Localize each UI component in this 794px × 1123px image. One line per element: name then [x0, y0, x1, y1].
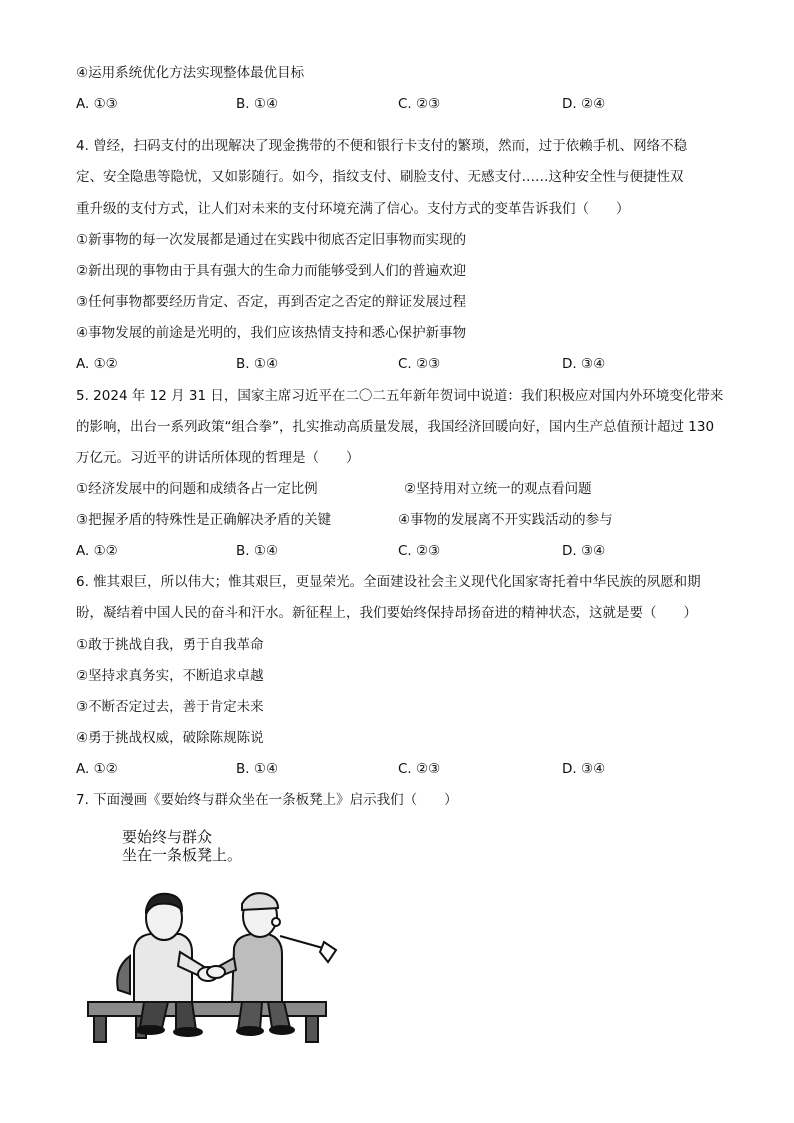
q5-option-b[interactable]: B. ①④ [236, 543, 279, 559]
q4-statement-4: ④事物发展的前途是光明的，我们应该热情支持和悉心保护新事物 [76, 325, 467, 341]
q6-stem-line-2: 盼，凝结着中国人民的奋斗和汗水。新征程上，我们要始终保持昂扬奋进的精神状态，这就是要（ ） [76, 605, 697, 621]
q6-options [76, 760, 736, 778]
q5-statement-4: ④事物的发展离不开实践活动的参与 [398, 512, 613, 528]
q6-statement-2: ②坚持求真务实，不断追求卓越 [76, 668, 264, 684]
q6-option-a[interactable]: A. ①② [76, 761, 118, 777]
q5-stem-line-2: 的影响，出台一系列政策“组合拳”，扎实推动高质量发展，我国经济回暖向好，国内生产总值预计超过 130 [76, 419, 715, 435]
q4-option-b[interactable]: B. ①④ [236, 356, 279, 372]
q3-option-c[interactable]: C. ②③ [398, 96, 441, 112]
bench [88, 1002, 326, 1042]
q4-statement-1: ①新事物的每一次发展都是通过在实践中彻底否定旧事物而实现的 [76, 232, 467, 248]
q4-stem-line-1: 4. 曾经，扫码支付的出现解决了现金携带的不便和银行卡支付的繁琐，然而，过于依赖手机、网络不稳 [76, 138, 688, 154]
q6-option-b[interactable]: B. ①④ [236, 761, 279, 777]
q3-option-a[interactable]: A. ①③ [76, 96, 118, 112]
q6-stem-line-1: 6. 惟其艰巨，所以伟大；惟其艰巨，更显荣光。全面建设社会主义现代化国家寄托着中华民族的夙愿和期 [76, 574, 701, 590]
q6-option-c[interactable]: C. ②③ [398, 761, 441, 777]
q5-option-a[interactable]: A. ①② [76, 543, 118, 559]
cartoon-caption-line-1: 要始终与群众 [122, 828, 213, 846]
cartoon-caption-line-2: 坐在一条板凳上。 [122, 846, 243, 864]
q5-statements-row-2 [76, 511, 736, 529]
handshake [198, 966, 225, 981]
q4-stem-line-2: 定、安全隐患等隐忧，又如影随行。如今，指纹支付、刷脸支付、无感支付……这种安全性与便捷性双 [76, 169, 684, 185]
q5-statement-3: ③把握矛盾的特殊性是正确解决矛盾的关键 [76, 512, 332, 528]
q5-stem-line-3: 万亿元。习近平的讲话所体现的哲理是（ ） [76, 450, 360, 466]
q4-option-c[interactable]: C. ②③ [398, 356, 441, 372]
q6-statement-1: ①敢于挑战自我，勇于自我革命 [76, 637, 264, 653]
q4-option-d[interactable]: D. ③④ [562, 356, 606, 372]
q6-option-d[interactable]: D. ③④ [562, 761, 606, 777]
q7-stem: 7. 下面漫画《要始终与群众坐在一条板凳上》启示我们（ ） [76, 792, 458, 808]
q5-option-d[interactable]: D. ③④ [562, 543, 606, 559]
q4-option-a[interactable]: A. ①② [76, 356, 118, 372]
cartoon-illustration [84, 818, 344, 1044]
q3-option-b[interactable]: B. ①④ [236, 96, 279, 112]
q6-statement-3: ③不断否定过去，善于肯定未来 [76, 699, 264, 715]
q5-stem-line-1: 5. 2024 年 12 月 31 日，国家主席习近平在二〇二五年新年贺词中说道：我们积极应对国内外环境变化带来 [76, 388, 724, 404]
q3-option-d[interactable]: D. ②④ [562, 96, 606, 112]
q4-statement-2: ②新出现的事物由于具有强大的生命力而能够受到人们的普遍欢迎 [76, 263, 467, 279]
q4-options [76, 355, 736, 373]
q5-statement-2: ②坚持用对立统一的观点看问题 [404, 481, 592, 497]
q5-statements-row-1 [76, 480, 736, 498]
q3-statement-4: ④运用系统优化方法实现整体最优目标 [76, 65, 305, 81]
q4-statement-3: ③任何事物都要经历肯定、否定，再到否定之否定的辩证发展过程 [76, 294, 467, 310]
q5-option-c[interactable]: C. ②③ [398, 543, 441, 559]
q5-statement-1: ①经济发展中的问题和成绩各占一定比例 [76, 481, 318, 497]
q6-statement-4: ④勇于挑战权威，破除陈规陈说 [76, 730, 264, 746]
q4-stem-line-3: 重升级的支付方式，让人们对未来的支付环境充满了信心。支付方式的变革告诉我们（ ） [76, 201, 630, 217]
q3-options [76, 95, 736, 113]
q5-options [76, 542, 736, 560]
